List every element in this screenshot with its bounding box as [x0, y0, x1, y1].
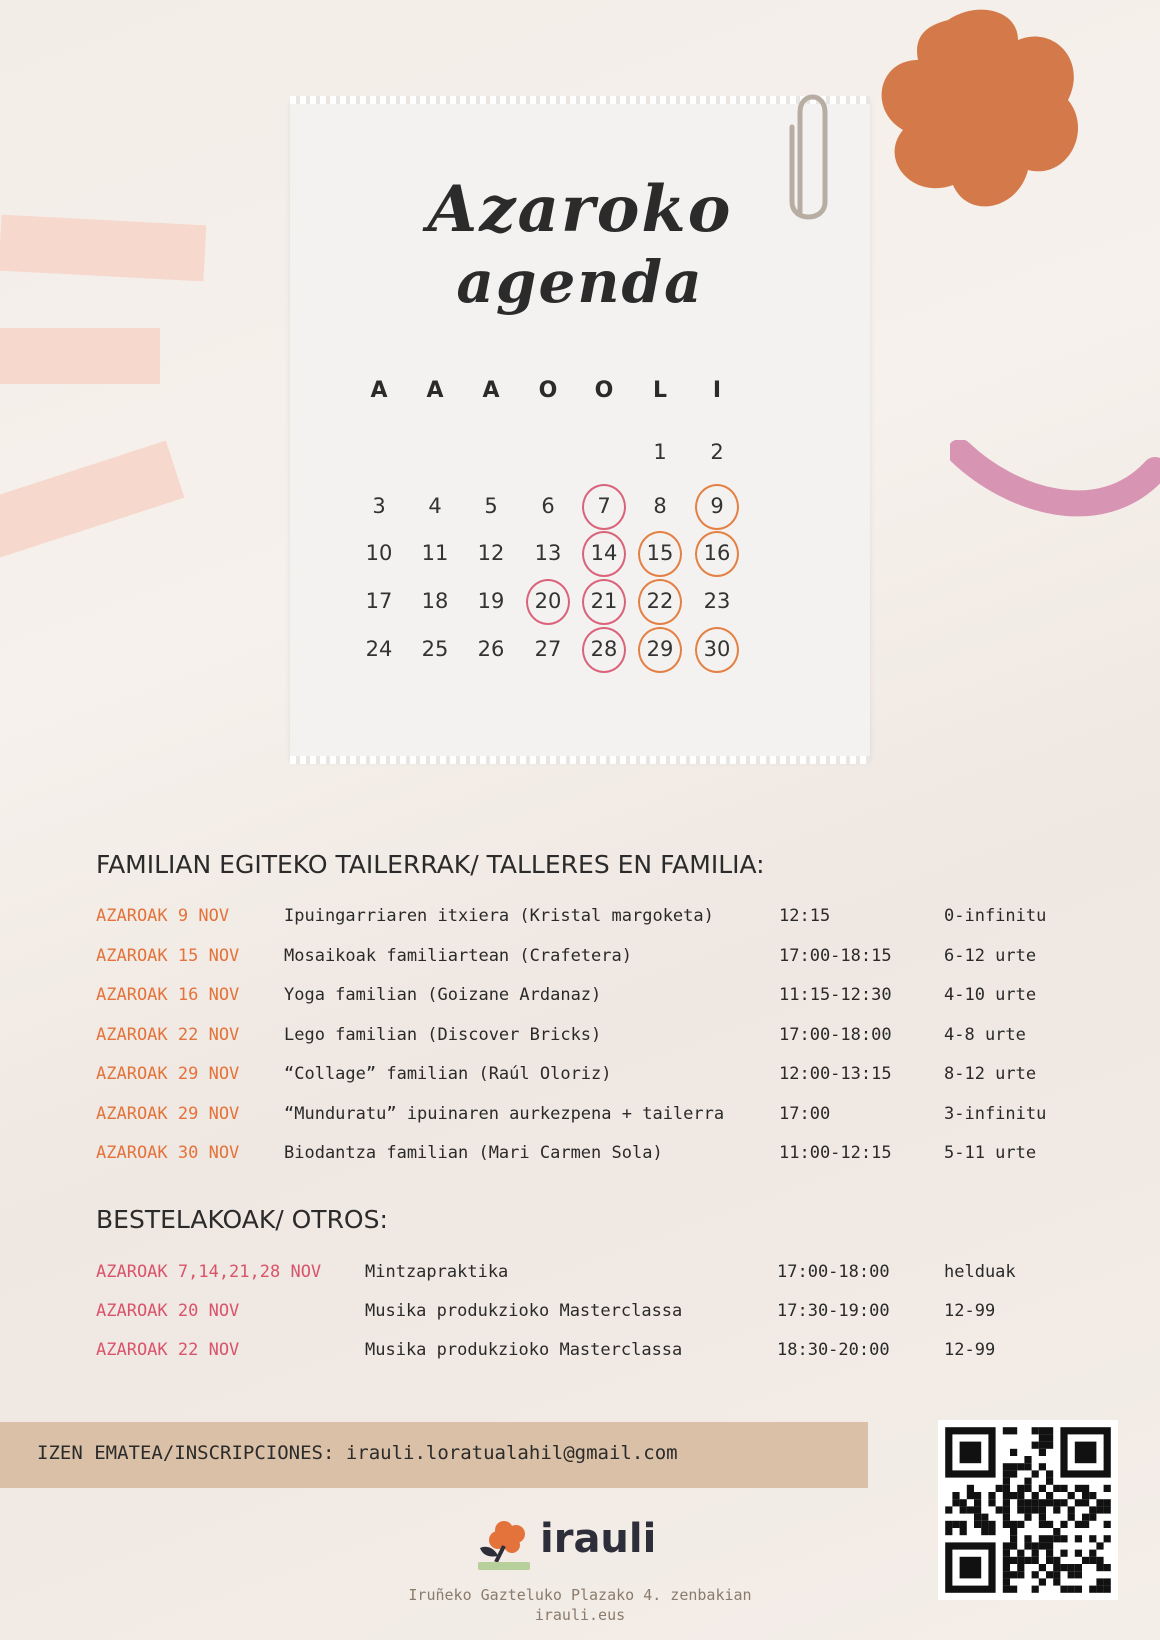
event-row: [0, 906, 1160, 936]
decor-stripe-2: [0, 328, 160, 384]
calendar-day: 21: [590, 589, 618, 613]
event-title: Musika produkzioko Masterclassa: [365, 1340, 683, 1360]
title-azaroko: Azaroko: [427, 172, 733, 247]
event-row: [0, 1301, 1160, 1331]
calendar-day: 1: [653, 440, 667, 464]
calendar-day: 7: [597, 494, 611, 518]
event-time: 18:30-20:00: [777, 1340, 890, 1360]
paperclip-icon: [780, 82, 840, 232]
calendar-day: 8: [653, 494, 667, 518]
calendar-day: 5: [484, 494, 498, 518]
event-date: AZAROAK 30 NOV: [96, 1143, 240, 1163]
calendar-day: 20: [534, 589, 562, 613]
calendar-day: 3: [372, 494, 386, 518]
event-age: 12-99: [944, 1301, 996, 1321]
section-heading-bestelakoak: BESTELAKOAK/ OTROS:: [96, 1205, 388, 1234]
decor-stripe-3: [0, 441, 184, 560]
event-title: Lego familian (Discover Bricks): [284, 1024, 602, 1045]
event-row: [0, 1262, 1160, 1292]
calendar-day: 18: [421, 589, 449, 613]
event-age: 3-infinitu: [944, 1103, 1047, 1124]
event-date: AZAROAK 16 NOV: [96, 985, 240, 1005]
weekday-label: I: [712, 378, 722, 403]
calendar-day: 2: [710, 440, 724, 464]
calendar-day: 30: [703, 637, 731, 661]
calendar-day: 16: [703, 541, 731, 565]
calendar-day: 28: [590, 637, 618, 661]
event-age: 5-11 urte: [944, 1143, 1037, 1163]
event-date: AZAROAK 22 NOV: [96, 1024, 240, 1045]
calendar-day: 12: [477, 541, 505, 565]
event-time: 12:15: [779, 906, 831, 926]
event-time: 17:00-18:15: [779, 945, 892, 966]
pink-arc-icon: [950, 440, 1160, 540]
event-age: 8-12 urte: [944, 1064, 1037, 1084]
calendar-day: 13: [534, 541, 562, 565]
event-date: AZAROAK 29 NOV: [96, 1103, 240, 1124]
event-row: [0, 1340, 1160, 1370]
event-age: 6-12 urte: [944, 945, 1037, 966]
calendar-day: 15: [646, 541, 674, 565]
calendar-day: 23: [703, 589, 731, 613]
weekday-label: A: [370, 378, 388, 403]
event-time: 11:00-12:15: [779, 1143, 892, 1163]
event-age: 4-10 urte: [944, 985, 1037, 1005]
calendar-day: 19: [477, 589, 505, 613]
event-age: 12-99: [944, 1340, 996, 1360]
event-date: AZAROAK 15 NOV: [96, 945, 240, 966]
event-title: Mintzapraktika: [365, 1262, 509, 1282]
event-date: AZAROAK 9 NOV: [96, 906, 230, 926]
event-time: 17:00: [779, 1103, 831, 1124]
registration-banner: [0, 1422, 868, 1488]
calendar-day: 29: [646, 637, 674, 661]
decor-stripe-1: [0, 215, 206, 282]
logo-text: irauli: [540, 1516, 657, 1562]
weekday-label: O: [594, 378, 614, 403]
title-agenda: agenda: [456, 248, 704, 316]
event-row: [0, 1104, 1160, 1134]
calendar-day: 22: [646, 589, 674, 613]
footer-address: Iruñeko Gazteluko Plazako 4. zenbakian: [408, 1586, 752, 1604]
event-time: 12:00-13:15: [779, 1064, 892, 1084]
calendar-day: 17: [365, 589, 393, 613]
calendar-day: 10: [365, 541, 393, 565]
event-age: 4-8 urte: [944, 1024, 1026, 1045]
event-title: Ipuingarriaren itxiera (Kristal margoketa): [284, 906, 714, 926]
calendar-day: 14: [590, 541, 618, 565]
event-row: [0, 985, 1160, 1015]
event-time: 11:15-12:30: [779, 985, 892, 1005]
event-row: [0, 1025, 1160, 1055]
calendar-day: 11: [421, 541, 449, 565]
calendar-day: 25: [421, 637, 449, 661]
weekday-label: O: [538, 378, 558, 403]
event-time: 17:00-18:00: [777, 1262, 890, 1282]
calendar-day: 27: [534, 637, 562, 661]
event-row: [0, 946, 1160, 976]
event-time: 17:00-18:00: [779, 1024, 892, 1045]
event-date: AZAROAK 20 NOV: [96, 1301, 240, 1321]
event-title: Biodantza familian (Mari Carmen Sola): [284, 1143, 663, 1163]
qr-code-icon: [938, 1420, 1118, 1600]
calendar-day: 26: [477, 637, 505, 661]
section-heading-familian: FAMILIAN EGITEKO TAILERRAK/ TALLERES EN FAMILIA:: [96, 850, 765, 879]
weekday-label: A: [482, 378, 500, 403]
event-title: Musika produkzioko Masterclassa: [365, 1301, 683, 1321]
flower-blob-icon: [868, 0, 1098, 220]
flower-logo-icon: [474, 1512, 536, 1574]
calendar-day: 24: [365, 637, 393, 661]
footer-web[interactable]: irauli.eus: [534, 1606, 626, 1624]
weekday-label: L: [652, 378, 668, 403]
event-title: “Collage” familian (Raúl Oloriz): [284, 1064, 612, 1084]
event-time: 17:30-19:00: [777, 1301, 890, 1321]
registration-text: IZEN EMATEA/INSCRIPCIONES: irauli.loratualahil@gmail.com: [37, 1442, 678, 1464]
calendar-day: 6: [541, 494, 555, 518]
calendar-day: 4: [428, 494, 442, 518]
event-date: AZAROAK 7,14,21,28 NOV: [96, 1262, 322, 1282]
event-title: Mosaikoak familiartean (Crafetera): [284, 945, 632, 966]
event-age: 0-infinitu: [944, 906, 1047, 926]
event-title: Yoga familian (Goizane Ardanaz): [284, 985, 602, 1005]
event-row: [0, 1143, 1160, 1173]
weekday-label: A: [426, 378, 444, 403]
event-row: [0, 1064, 1160, 1094]
calendar-day: 9: [710, 494, 724, 518]
event-date: AZAROAK 22 NOV: [96, 1340, 240, 1360]
event-title: “Munduratu” ipuinaren aurkezpena + tailerra: [284, 1103, 725, 1124]
event-age: helduak: [944, 1262, 1016, 1282]
event-date: AZAROAK 29 NOV: [96, 1064, 240, 1084]
